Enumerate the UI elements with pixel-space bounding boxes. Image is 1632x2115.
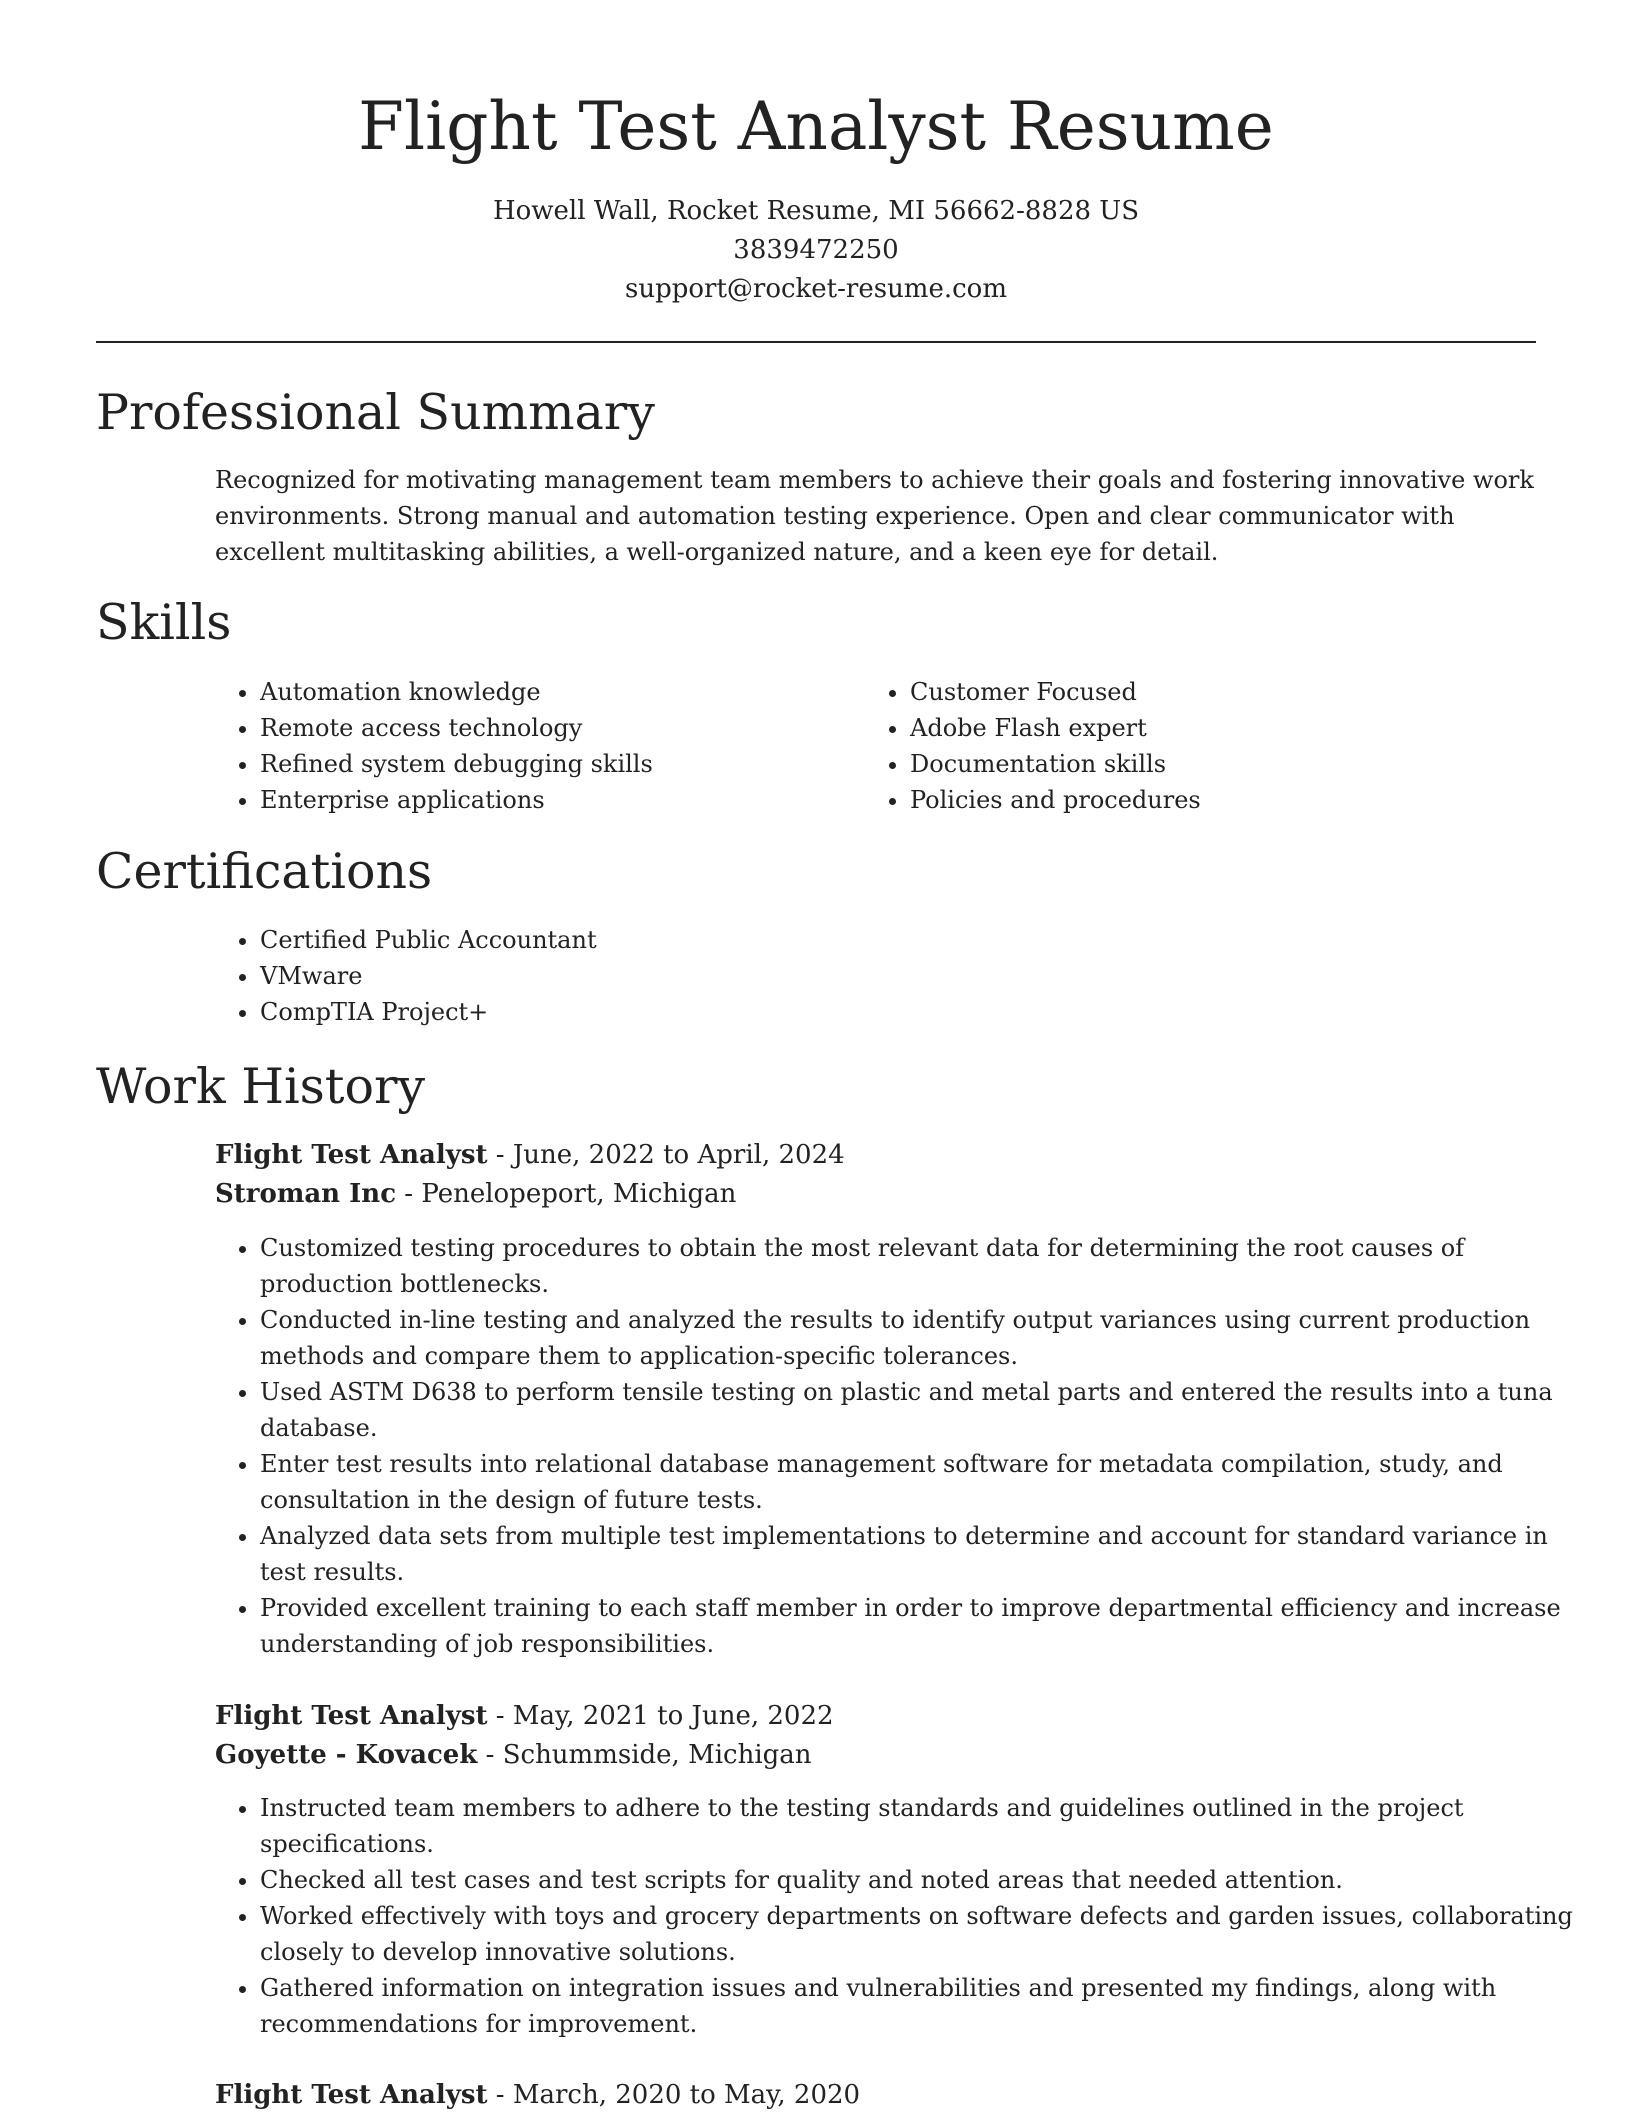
- job-bullet: • Worked effectively with toys and grocery departments on software defects and garden issues, collaborating closely to develop innovative solutions.: [260, 1898, 1575, 1970]
- job-bullets: [215, 1790, 1575, 2042]
- job-header: [215, 2076, 860, 2115]
- certifications-heading: Certifications: [96, 843, 433, 900]
- skill-item: • Policies and procedures: [910, 782, 1550, 818]
- job-bullet: • Instructed team members to adhere to the testing standards and guidelines outlined in the project specifications.: [260, 1790, 1575, 1862]
- job-company: Goyette - Kovacek: [215, 1740, 478, 1770]
- skills-heading: Skills: [96, 594, 232, 651]
- skill-item: • Customer Focused: [910, 674, 1550, 710]
- contact-block: [0, 192, 1632, 309]
- skills-list-left: [215, 674, 860, 818]
- job-title: Flight Test Analyst: [215, 1701, 488, 1731]
- skill-item: • Adobe Flash expert: [910, 710, 1550, 746]
- contact-phone: 3839472250: [733, 235, 899, 265]
- job-location: - Schummside, Michigan: [477, 1740, 812, 1770]
- job-title: Flight Test Analyst: [215, 2080, 488, 2110]
- header-divider: [96, 341, 1536, 343]
- job-company: Stroman Inc: [215, 1179, 397, 1209]
- skill-item: • Enterprise applications: [260, 782, 860, 818]
- job-title: Flight Test Analyst: [215, 1140, 488, 1170]
- contact-address: Howell Wall, Rocket Resume, MI 56662-8828 US: [492, 196, 1140, 226]
- job-location: - Penelopeport, Michigan: [396, 1179, 737, 1209]
- job-bullet: • Checked all test cases and test scripts for quality and noted areas that needed attention.: [260, 1862, 1575, 1898]
- certification-item: • CompTIA Project+: [260, 994, 1560, 1030]
- certification-item: • Certified Public Accountant: [260, 922, 1560, 958]
- skill-item: • Refined system debugging skills: [260, 746, 860, 782]
- job-bullet: • Conducted in-line testing and analyzed the results to identify output variances using current production methods and compare them to application-specific tolerances.: [260, 1302, 1575, 1374]
- job-bullet: • Used ASTM D638 to perform tensile testing on plastic and metal parts and entered the results into a tuna database.: [260, 1374, 1575, 1446]
- job-dates: - June, 2022 to April, 2024: [487, 1140, 845, 1170]
- job-bullet: • Gathered information on integration issues and vulnerabilities and presented my findings, along with recommendations for improvement.: [260, 1970, 1575, 2042]
- skill-item: • Remote access technology: [260, 710, 860, 746]
- summary-text: Recognized for motivating management team members to achieve their goals and fostering innovative work environments. Strong manual and automation testing experience. Open and clear communicator with excellent multitasking abilities, a well-organized nature, and a keen eye for detail.: [215, 466, 1534, 566]
- contact-email: support@rocket-resume.com: [624, 274, 1007, 304]
- resume-title: Flight Test Analyst Resume: [358, 88, 1274, 165]
- job-header: [215, 1697, 834, 1775]
- work-history-heading: Work History: [96, 1058, 426, 1115]
- skills-list-right: [865, 674, 1550, 818]
- job-bullet: • Analyzed data sets from multiple test implementations to determine and account for standard variance in test results.: [260, 1518, 1575, 1590]
- skill-item: • Automation knowledge: [260, 674, 860, 710]
- job-dates: - May, 2021 to June, 2022: [487, 1701, 834, 1731]
- job-header: [215, 1136, 845, 1214]
- job-bullets: [215, 1230, 1575, 1662]
- certification-item: • VMware: [260, 958, 1560, 994]
- certifications-list: [215, 922, 1560, 1030]
- job-bullet: • Customized testing procedures to obtain the most relevant data for determining the root causes of production bottlenecks.: [260, 1230, 1575, 1302]
- job-bullet: • Provided excellent training to each staff member in order to improve departmental efficiency and increase understanding of job responsibilities.: [260, 1590, 1575, 1662]
- job-bullet: • Enter test results into relational database management software for metadata compilation, study, and consultation in the design of future tests.: [260, 1446, 1575, 1518]
- job-dates: - March, 2020 to May, 2020: [487, 2080, 861, 2110]
- summary-heading: Professional Summary: [96, 384, 655, 441]
- skill-item: • Documentation skills: [910, 746, 1550, 782]
